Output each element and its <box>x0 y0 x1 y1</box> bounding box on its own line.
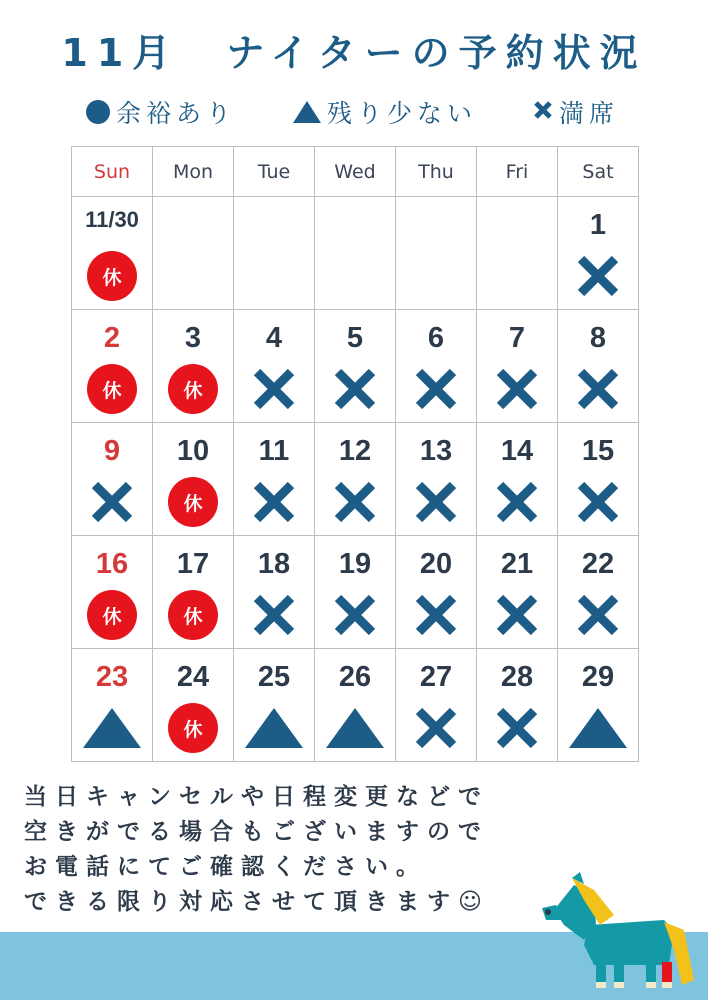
calendar-day-cell[interactable] <box>153 310 234 423</box>
cross-icon <box>533 99 553 125</box>
calendar-day-cell[interactable] <box>315 310 396 423</box>
full-cross-icon <box>72 479 152 525</box>
calendar-day-cell[interactable] <box>477 197 558 310</box>
few-left-triangle-icon <box>315 705 395 751</box>
legend-available-label: 余裕あり <box>116 99 237 128</box>
legend-available <box>86 94 236 130</box>
day-number: 5 <box>346 322 364 354</box>
weekday-sat: Sat <box>558 147 639 197</box>
holiday-badge <box>153 592 233 638</box>
triangle-icon <box>245 708 303 748</box>
calendar-day-cell[interactable] <box>477 423 558 536</box>
cross-icon <box>89 479 135 525</box>
holiday-label: 休 <box>87 364 137 414</box>
day-number: 8 <box>589 322 607 354</box>
horse-illustration <box>534 870 704 995</box>
full-cross-icon <box>234 479 314 525</box>
weekday-mon: Mon <box>153 147 234 197</box>
holiday-badge <box>153 705 233 751</box>
holiday-label: 休 <box>168 703 218 753</box>
full-cross-icon <box>477 592 557 638</box>
few-left-triangle-icon <box>558 705 638 751</box>
full-cross-icon <box>558 253 638 299</box>
cross-icon <box>332 366 378 412</box>
day-number: 15 <box>581 435 615 467</box>
calendar-day-cell[interactable] <box>72 310 153 423</box>
legend <box>0 94 708 130</box>
full-cross-icon <box>396 366 476 412</box>
day-number: 26 <box>338 661 372 693</box>
day-number: 24 <box>176 661 210 693</box>
cross-icon <box>251 592 297 638</box>
calendar-day-cell[interactable] <box>315 197 396 310</box>
calendar-day-cell[interactable] <box>234 310 315 423</box>
cross-icon <box>494 705 540 751</box>
day-number: 9 <box>103 435 121 467</box>
day-number: 6 <box>427 322 445 354</box>
calendar-day-cell[interactable] <box>315 649 396 762</box>
full-cross-icon <box>558 479 638 525</box>
cross-icon <box>575 253 621 299</box>
day-number: 19 <box>338 548 372 580</box>
weekday-wed: Wed <box>315 147 396 197</box>
circle-icon <box>86 100 110 124</box>
full-cross-icon <box>396 479 476 525</box>
day-number: 14 <box>500 435 534 467</box>
calendar-day-cell[interactable] <box>72 197 153 310</box>
holiday-label: 休 <box>168 590 218 640</box>
day-number: 20 <box>419 548 453 580</box>
cross-icon <box>413 705 459 751</box>
calendar-day-cell[interactable] <box>558 423 639 536</box>
day-number: 4 <box>265 322 283 354</box>
day-number: 13 <box>419 435 453 467</box>
holiday-label: 休 <box>168 477 218 527</box>
calendar-day-cell[interactable] <box>72 536 153 649</box>
triangle-icon <box>569 708 627 748</box>
calendar-day-cell[interactable] <box>153 423 234 536</box>
calendar-day-cell[interactable] <box>558 197 639 310</box>
calendar-day-cell[interactable] <box>558 310 639 423</box>
day-number: 11 <box>258 435 290 467</box>
full-cross-icon <box>234 592 314 638</box>
calendar-day-cell[interactable] <box>72 423 153 536</box>
calendar-day-cell[interactable] <box>234 197 315 310</box>
legend-full-label: 満席 <box>559 99 620 128</box>
calendar-day-cell[interactable] <box>153 197 234 310</box>
calendar-day-cell[interactable] <box>153 649 234 762</box>
day-number: 17 <box>176 548 210 580</box>
calendar-day-cell[interactable] <box>234 649 315 762</box>
full-cross-icon <box>396 705 476 751</box>
few-left-triangle-icon <box>72 705 152 751</box>
cross-icon <box>494 592 540 638</box>
reservation-calendar <box>71 146 639 762</box>
full-cross-icon <box>477 479 557 525</box>
day-number: 28 <box>500 661 534 693</box>
day-number: 18 <box>257 548 291 580</box>
day-number: 27 <box>419 661 453 693</box>
weekday-fri: Fri <box>477 147 558 197</box>
calendar-day-cell[interactable] <box>396 536 477 649</box>
calendar-day-cell[interactable] <box>315 536 396 649</box>
triangle-icon <box>83 708 141 748</box>
day-number: 10 <box>176 435 210 467</box>
calendar-day-cell[interactable] <box>396 197 477 310</box>
day-number: 21 <box>500 548 534 580</box>
full-cross-icon <box>315 479 395 525</box>
calendar-week-row <box>72 649 639 762</box>
notice-line: できる限り対応させて頂きます☺ <box>24 889 490 915</box>
cross-icon <box>575 366 621 412</box>
calendar-day-cell[interactable] <box>477 310 558 423</box>
few-left-triangle-icon <box>234 705 314 751</box>
notice-line: 空きがでる場合もございますので <box>24 819 489 845</box>
holiday-badge <box>153 366 233 412</box>
full-cross-icon <box>477 366 557 412</box>
calendar-day-cell[interactable] <box>396 649 477 762</box>
full-cross-icon <box>477 705 557 751</box>
calendar-week-row <box>72 423 639 536</box>
calendar-week-row <box>72 197 639 310</box>
weekday-header-row <box>72 147 639 197</box>
holiday-label: 休 <box>87 251 137 301</box>
legend-full <box>533 94 619 130</box>
weekday-thu: Thu <box>396 147 477 197</box>
cross-icon <box>494 366 540 412</box>
calendar-day-cell[interactable] <box>477 649 558 762</box>
day-number: 16 <box>95 548 129 580</box>
full-cross-icon <box>234 366 314 412</box>
triangle-icon <box>293 101 321 123</box>
full-cross-icon <box>558 592 638 638</box>
day-number: 22 <box>581 548 615 580</box>
day-number: 23 <box>95 661 129 693</box>
weekday-tue: Tue <box>234 147 315 197</box>
full-cross-icon <box>315 366 395 412</box>
calendar-week-row <box>72 310 639 423</box>
weekday-sun: Sun <box>72 147 153 197</box>
full-cross-icon <box>315 592 395 638</box>
day-number: 7 <box>508 322 526 354</box>
day-number: 1 <box>589 209 607 241</box>
calendar-day-cell[interactable] <box>153 536 234 649</box>
triangle-icon <box>326 708 384 748</box>
legend-few-left <box>293 94 477 130</box>
calendar-week-row <box>72 536 639 649</box>
holiday-badge <box>72 366 152 412</box>
holiday-badge <box>72 592 152 638</box>
cross-icon <box>413 592 459 638</box>
holiday-label: 休 <box>87 590 137 640</box>
notice-text <box>24 780 584 920</box>
cross-icon <box>413 479 459 525</box>
cross-icon <box>494 479 540 525</box>
holiday-badge <box>72 253 152 299</box>
legend-few-left-label: 残り少ない <box>327 99 478 128</box>
cross-icon <box>575 479 621 525</box>
cross-icon <box>575 592 621 638</box>
cross-icon <box>251 366 297 412</box>
day-number: 12 <box>338 435 372 467</box>
cross-icon <box>251 479 297 525</box>
calendar-day-cell[interactable] <box>72 649 153 762</box>
calendar-day-cell[interactable] <box>234 536 315 649</box>
calendar-day-cell[interactable] <box>234 423 315 536</box>
cross-icon <box>332 592 378 638</box>
holiday-label: 休 <box>168 364 218 414</box>
page-title: 11月 ナイターの予約状況 <box>61 31 647 75</box>
notice-line: 当日キャンセルや日程変更などで <box>24 784 489 810</box>
calendar-day-cell[interactable] <box>558 649 639 762</box>
full-cross-icon <box>558 366 638 412</box>
day-number: 25 <box>257 661 291 693</box>
calendar-day-cell[interactable] <box>396 310 477 423</box>
notice-line: お電話にてご確認ください。 <box>24 854 427 880</box>
calendar-day-cell[interactable] <box>558 536 639 649</box>
day-number: 2 <box>103 322 121 354</box>
full-cross-icon <box>396 592 476 638</box>
calendar-day-cell[interactable] <box>396 423 477 536</box>
day-number: 3 <box>184 322 202 354</box>
calendar-day-cell[interactable] <box>315 423 396 536</box>
holiday-badge <box>153 479 233 525</box>
calendar-day-cell[interactable] <box>477 536 558 649</box>
day-number: 29 <box>581 661 615 693</box>
cross-icon <box>413 366 459 412</box>
cross-icon <box>332 479 378 525</box>
day-number: 11/30 <box>85 207 139 232</box>
